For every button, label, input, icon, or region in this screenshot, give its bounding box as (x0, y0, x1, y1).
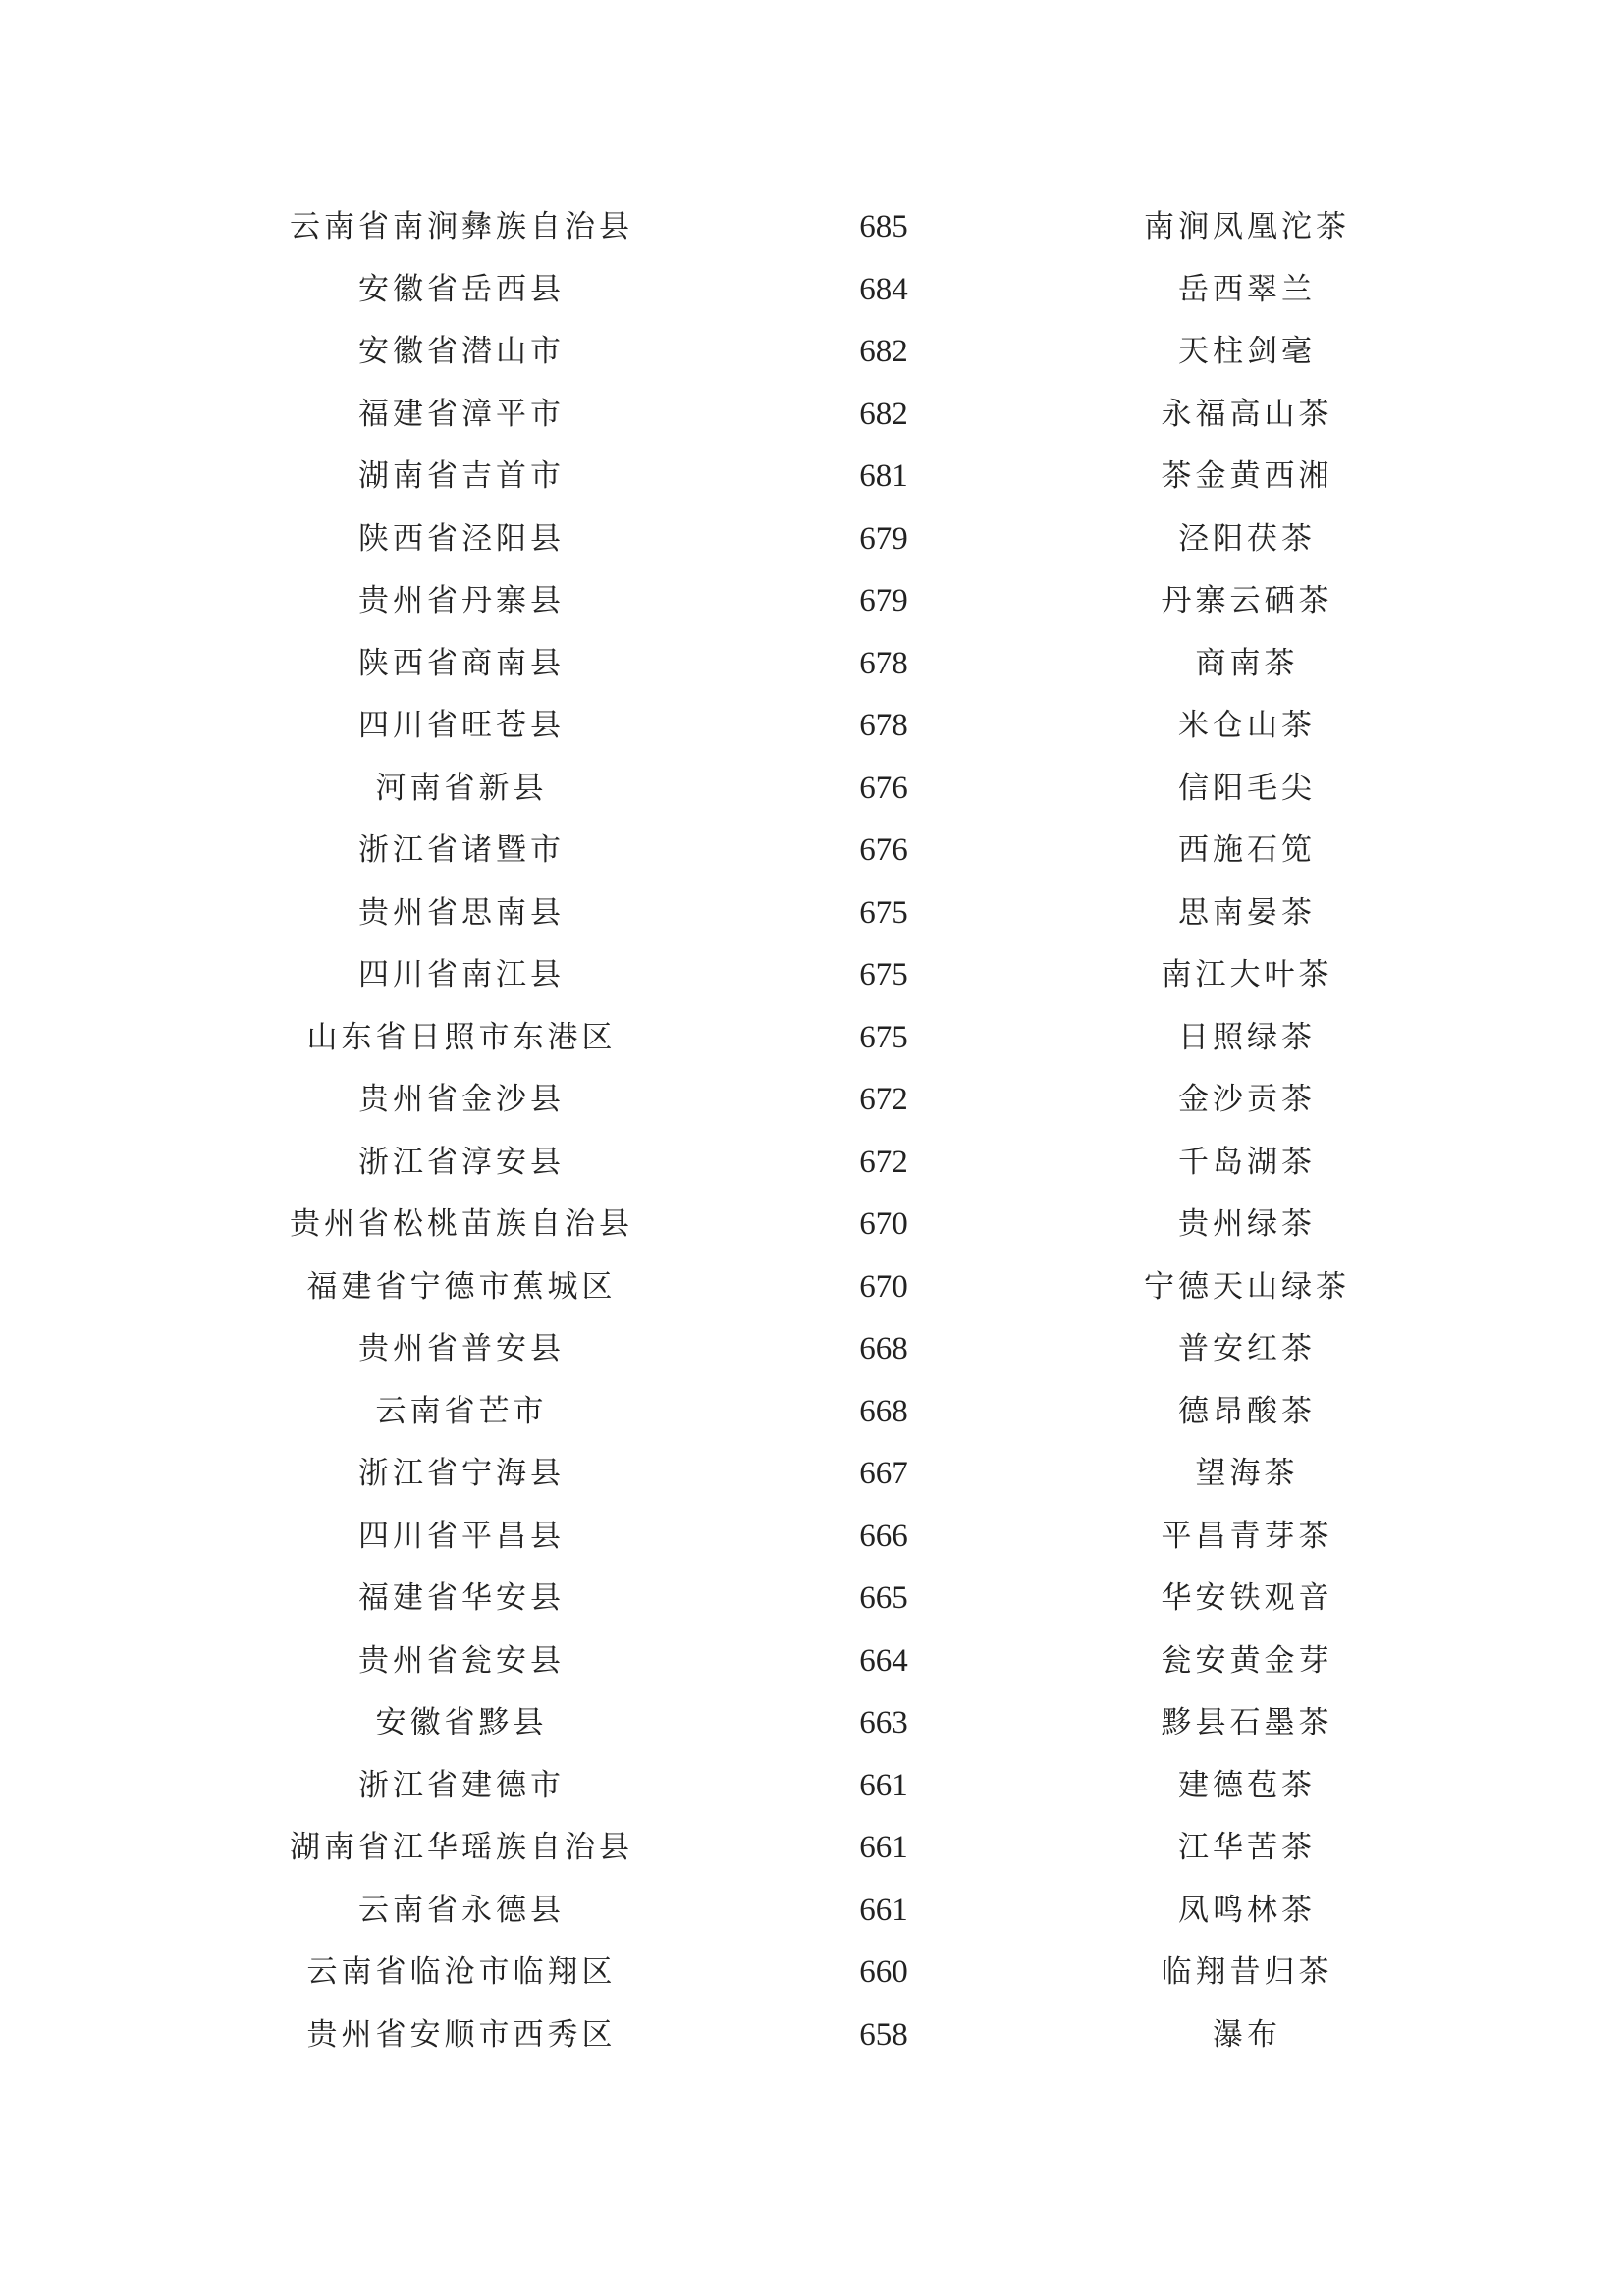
table-row (0, 508, 1624, 571)
score-cell: 681 (859, 458, 908, 494)
score-cell: 678 (859, 645, 908, 681)
score-cell: 682 (859, 334, 908, 369)
brand-cell: 信阳毛尖 (1178, 770, 1316, 806)
score-cell: 667 (859, 1456, 908, 1491)
table-row (0, 570, 1624, 633)
table-row (0, 1256, 1624, 1319)
score-cell: 675 (859, 957, 908, 992)
table-row (0, 1007, 1624, 1070)
score-cell: 663 (859, 1705, 908, 1740)
tea-ranking-table (0, 196, 1624, 2066)
region-cell: 四川省平昌县 (358, 1518, 565, 1554)
region-cell: 陕西省泾阳县 (358, 520, 565, 557)
region-cell: 四川省南江县 (358, 957, 565, 992)
score-cell: 672 (859, 1144, 908, 1180)
score-cell: 684 (859, 271, 908, 307)
score-cell: 668 (859, 1331, 908, 1366)
region-cell: 四川省旺苍县 (358, 708, 565, 743)
score-cell: 661 (859, 1830, 908, 1865)
region-cell: 浙江省宁海县 (358, 1456, 565, 1491)
brand-cell: 岳西翠兰 (1178, 271, 1316, 307)
region-cell: 贵州省普安县 (358, 1331, 565, 1366)
score-cell: 660 (859, 1954, 908, 1990)
region-cell: 贵州省安顺市西秀区 (306, 2016, 617, 2053)
table-row (0, 384, 1624, 447)
table-row (0, 633, 1624, 696)
score-cell: 658 (859, 2016, 908, 2053)
brand-cell: 永福高山茶 (1161, 396, 1333, 432)
brand-cell: 华安铁观音 (1161, 1580, 1333, 1616)
brand-cell: 建德苞茶 (1178, 1767, 1316, 1803)
table-row (0, 1443, 1624, 1506)
score-cell: 664 (859, 1642, 908, 1679)
region-cell: 浙江省淳安县 (358, 1144, 565, 1180)
score-cell: 675 (859, 1019, 908, 1055)
brand-cell: 瓮安黄金芽 (1161, 1642, 1333, 1679)
brand-cell: 商南茶 (1195, 645, 1299, 681)
score-cell: 666 (859, 1518, 908, 1554)
score-cell: 665 (859, 1580, 908, 1616)
region-cell: 安徽省岳西县 (358, 271, 565, 307)
region-cell: 河南省新县 (375, 770, 548, 806)
brand-cell: 茶金黄西湘 (1161, 458, 1333, 494)
brand-cell: 丹寨云硒茶 (1161, 583, 1333, 618)
brand-cell: 南江大叶茶 (1161, 957, 1333, 992)
region-cell: 陕西省商南县 (358, 645, 565, 681)
table-row (0, 2004, 1624, 2067)
brand-cell: 瀑布 (1213, 2016, 1281, 2053)
brand-cell: 米仓山茶 (1178, 708, 1316, 743)
region-cell: 福建省漳平市 (358, 396, 565, 432)
score-cell: 668 (859, 1393, 908, 1429)
table-row (0, 1880, 1624, 1943)
table-row (0, 1692, 1624, 1755)
score-cell: 661 (859, 1767, 908, 1803)
region-cell: 贵州省丹寨县 (358, 583, 565, 618)
region-cell: 湖南省江华瑶族自治县 (290, 1830, 633, 1865)
region-cell: 安徽省黟县 (375, 1705, 548, 1740)
region-cell: 云南省南涧彝族自治县 (290, 209, 633, 244)
brand-cell: 平昌青芽茶 (1161, 1518, 1333, 1554)
score-cell: 675 (859, 894, 908, 931)
score-cell: 678 (859, 708, 908, 743)
table-row (0, 882, 1624, 945)
score-cell: 676 (859, 832, 908, 868)
region-cell: 山东省日照市东港区 (306, 1019, 617, 1055)
table-row (0, 196, 1624, 259)
table-row (0, 1817, 1624, 1880)
brand-cell: 金沙贡茶 (1178, 1082, 1316, 1117)
table-row (0, 820, 1624, 882)
region-cell: 浙江省诸暨市 (358, 832, 565, 868)
region-cell: 福建省宁德市蕉城区 (306, 1268, 617, 1305)
score-cell: 661 (859, 1892, 908, 1928)
table-row (0, 1568, 1624, 1630)
region-cell: 贵州省思南县 (358, 894, 565, 931)
table-row (0, 321, 1624, 384)
brand-cell: 江华苦茶 (1178, 1830, 1316, 1865)
brand-cell: 思南晏茶 (1178, 894, 1316, 931)
region-cell: 云南省永德县 (358, 1892, 565, 1928)
table-row (0, 1069, 1624, 1132)
score-cell: 670 (859, 1268, 908, 1305)
score-cell: 685 (859, 209, 908, 244)
score-cell: 679 (859, 520, 908, 557)
region-cell: 云南省芒市 (375, 1393, 548, 1429)
table-row (0, 944, 1624, 1007)
brand-cell: 千岛湖茶 (1178, 1144, 1316, 1180)
table-row (0, 259, 1624, 322)
brand-cell: 黟县石墨茶 (1161, 1705, 1333, 1740)
table-row (0, 758, 1624, 821)
table-row (0, 1318, 1624, 1381)
brand-cell: 凤鸣林茶 (1178, 1892, 1316, 1928)
brand-cell: 西施石笕 (1178, 832, 1316, 868)
region-cell: 贵州省松桃苗族自治县 (290, 1206, 633, 1242)
table-row (0, 1630, 1624, 1693)
region-cell: 福建省华安县 (358, 1580, 565, 1616)
region-cell: 湖南省吉首市 (358, 458, 565, 494)
brand-cell: 望海茶 (1195, 1456, 1299, 1491)
region-cell: 云南省临沧市临翔区 (306, 1954, 617, 1990)
region-cell: 浙江省建德市 (358, 1767, 565, 1803)
table-row (0, 1194, 1624, 1256)
score-cell: 679 (859, 583, 908, 618)
brand-cell: 贵州绿茶 (1178, 1206, 1316, 1242)
region-cell: 贵州省瓮安县 (358, 1642, 565, 1679)
brand-cell: 宁德天山绿茶 (1144, 1268, 1350, 1305)
table-row (0, 1506, 1624, 1569)
table-row (0, 1942, 1624, 2004)
brand-cell: 南涧凤凰沱茶 (1144, 209, 1350, 244)
brand-cell: 日照绿茶 (1178, 1019, 1316, 1055)
score-cell: 670 (859, 1206, 908, 1242)
table-row (0, 446, 1624, 508)
score-cell: 676 (859, 770, 908, 806)
brand-cell: 泾阳茯茶 (1178, 520, 1316, 557)
brand-cell: 普安红茶 (1178, 1331, 1316, 1366)
table-row (0, 1132, 1624, 1195)
table-row (0, 1755, 1624, 1818)
region-cell: 贵州省金沙县 (358, 1082, 565, 1117)
brand-cell: 德昂酸茶 (1178, 1393, 1316, 1429)
brand-cell: 天柱剑毫 (1178, 334, 1316, 369)
region-cell: 安徽省潜山市 (358, 334, 565, 369)
score-cell: 672 (859, 1082, 908, 1117)
score-cell: 682 (859, 396, 908, 432)
table-row (0, 1381, 1624, 1444)
brand-cell: 临翔昔归茶 (1161, 1954, 1333, 1990)
table-row (0, 695, 1624, 758)
